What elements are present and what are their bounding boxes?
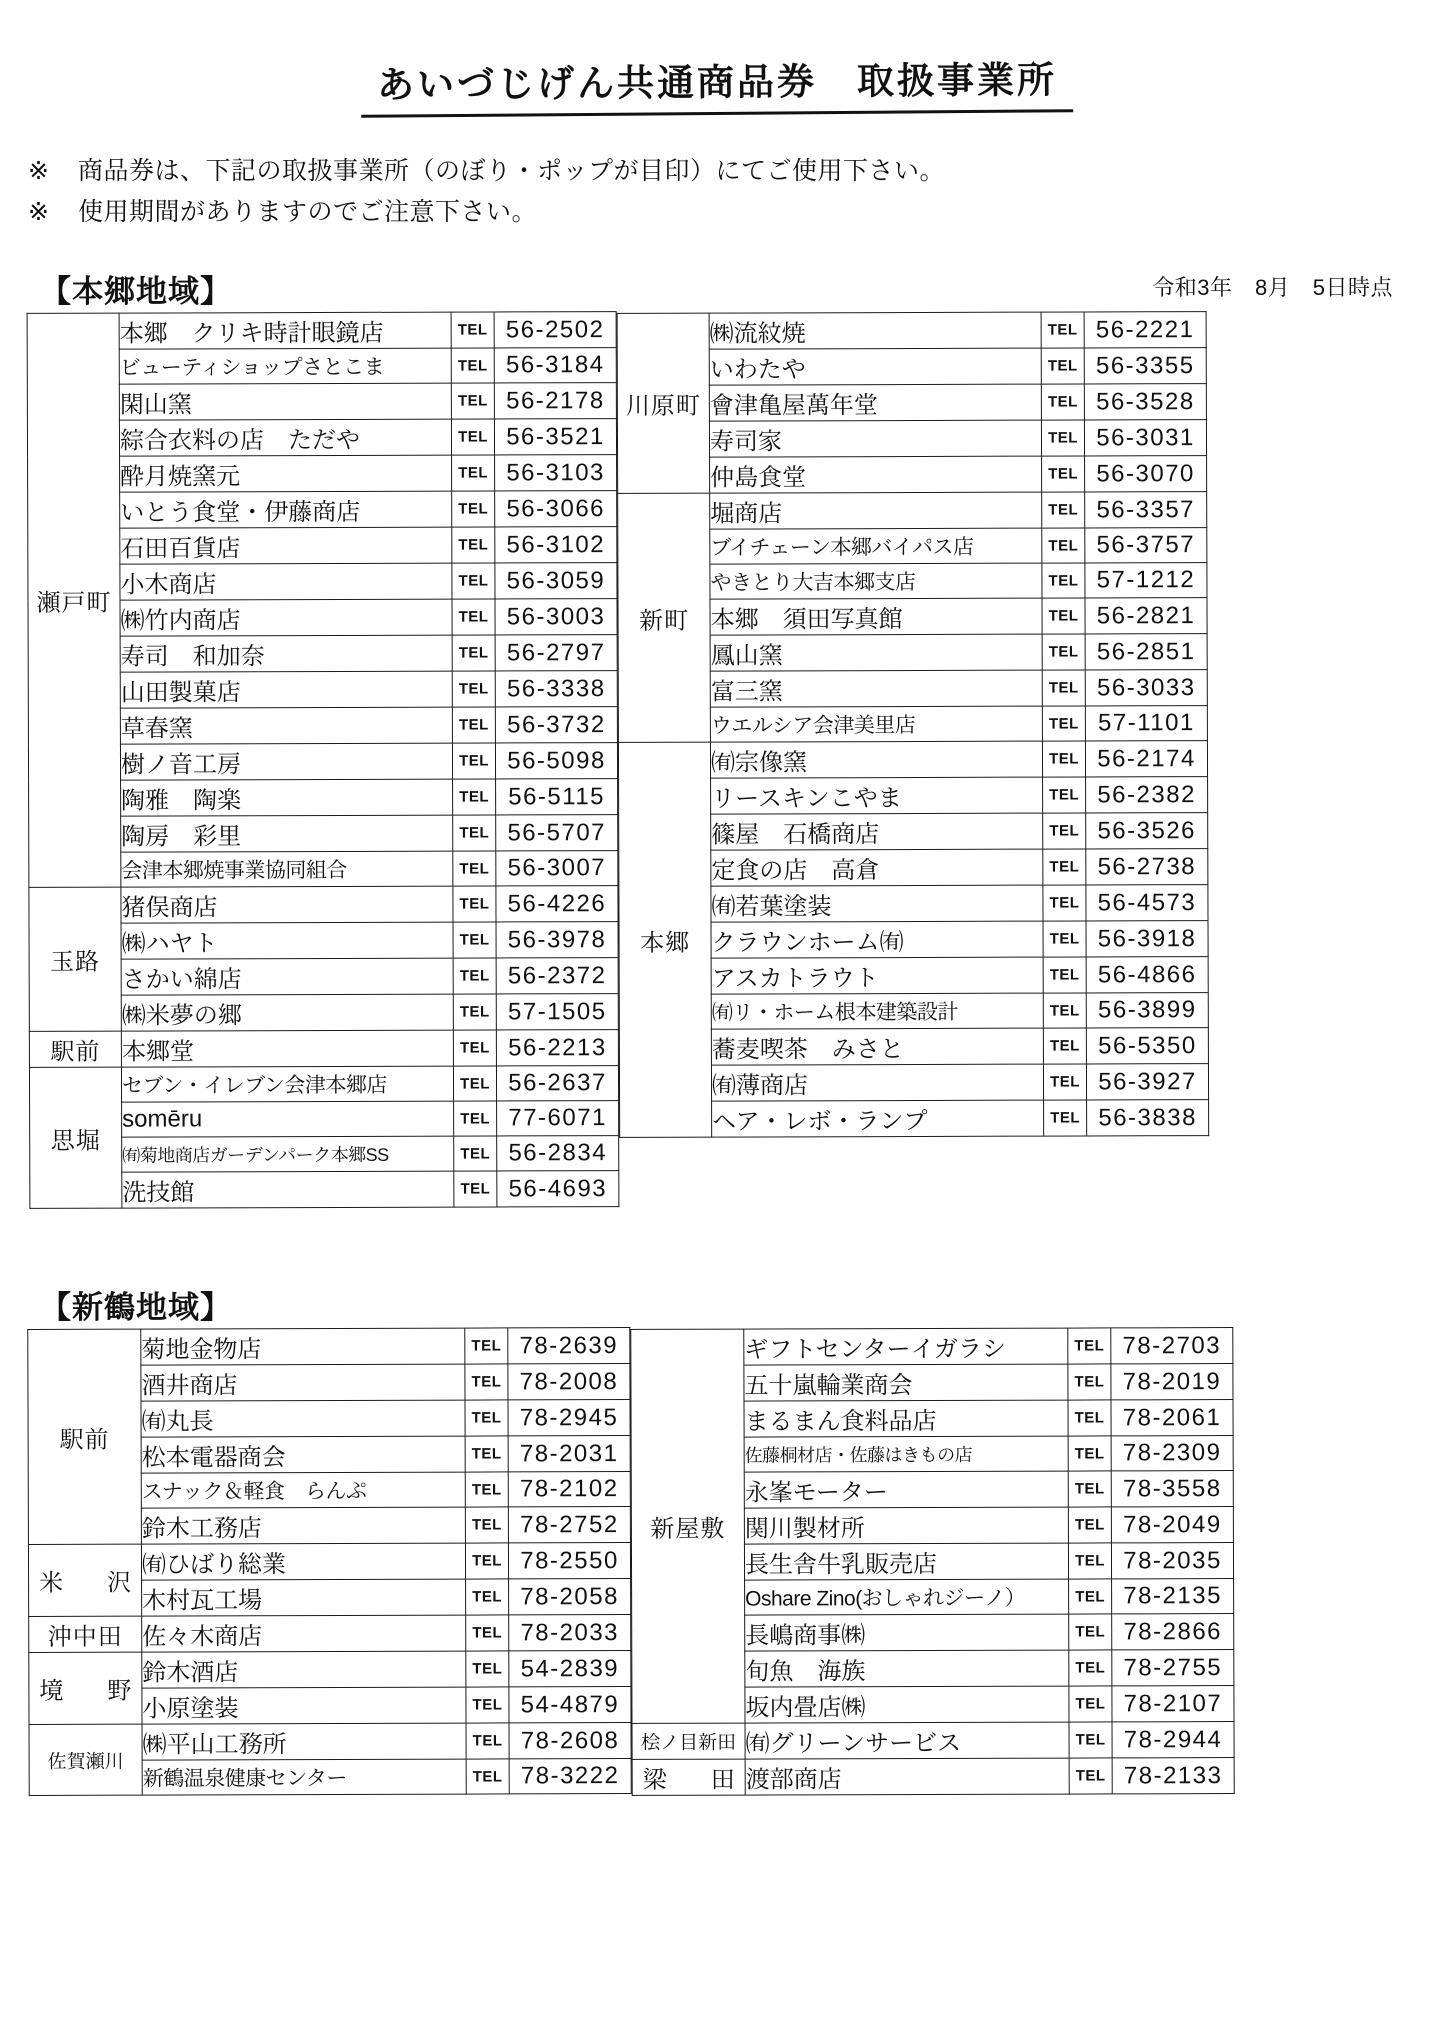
phone-number: 78-2058 [509,1579,631,1615]
table-row [29,1615,631,1653]
phone-number: 56-5115 [496,779,618,815]
phone-number: 56-2834 [497,1136,619,1171]
phone-number: 56-2821 [1085,598,1207,634]
phone-number: 56-3732 [495,707,617,743]
shop-name: ㈱平山工務所 [142,1723,466,1760]
table-row [28,1543,630,1581]
table-row [27,312,616,350]
tel-label: TEL [453,922,496,958]
phone-number: 56-3184 [494,348,616,383]
shop-name: 閑山窯 [119,383,451,420]
tel-label: TEL [451,348,494,383]
tel-label: TEL [451,312,494,348]
table-row [28,1328,630,1366]
tel-label: TEL [452,707,495,743]
phone-number: 78-2033 [509,1615,631,1651]
tel-label: TEL [1068,1364,1111,1400]
tel-label: TEL [452,743,495,779]
phone-number: 56-3528 [1084,384,1206,420]
title-block [0,0,1433,115]
section-header-hongo [0,266,1433,309]
shop-name: 樹ノ音工房 [120,743,452,780]
area-label: 沖中田 [29,1616,142,1652]
tel-label: TEL [452,527,495,563]
shop-name: 堀商店 [710,492,1042,529]
shop-name: ㈱流紋焼 [709,312,1041,349]
tel-label: TEL [465,1328,508,1364]
phone-number: 56-3031 [1084,420,1206,456]
tel-label: TEL [465,1472,508,1507]
phone-number: 56-2797 [495,635,617,671]
tel-label: TEL [1042,706,1085,741]
tel-label: TEL [1068,1328,1111,1364]
tel-label: TEL [452,455,495,491]
shop-name: 長嶋商事㈱ [745,1614,1069,1651]
table-row [618,492,1207,530]
shop-name: 石田百貨店 [120,527,452,564]
phone-number: 56-3357 [1085,492,1207,528]
shop-name: 洗技館 [122,1171,454,1208]
phone-number: 56-2851 [1085,634,1207,670]
shop-name: 酒井商店 [141,1364,465,1401]
tel-label: TEL [1043,885,1086,921]
shop-name: ビューティショップさとこま [119,348,451,384]
shop-name: 仲島食堂 [710,456,1042,493]
note-line [28,151,1433,192]
shop-name: 小原塗装 [142,1687,466,1724]
shop-name: 陶房 彩里 [121,815,453,852]
shop-name: 蕎麦喫茶 みさと [711,1028,1043,1065]
notes-block [0,151,1433,232]
phone-number: 56-3355 [1084,348,1206,384]
note-text: 使用期間がありますのでご注意下さい。 [78,197,538,226]
tel-label: TEL [1042,456,1085,492]
shop-name: ㈱竹内商店 [120,599,452,636]
tel-label: TEL [453,886,496,922]
shop-name: 鈴木酒店 [142,1651,466,1688]
phone-number: 78-2608 [509,1723,631,1759]
tel-label: TEL [452,671,495,707]
shop-name: 会津本郷焼事業協同組合 [121,851,453,887]
phone-number: 56-2372 [496,958,618,994]
area-label: 境 野 [29,1652,142,1724]
shop-name: 寿司 和加奈 [120,635,452,672]
tel-label: TEL [453,1066,496,1101]
phone-number: 56-2637 [496,1066,618,1101]
note-mark-icon: ※ [28,157,50,185]
shop-name: 鳳山窯 [710,634,1042,671]
shop-name: いとう食堂・伊藤商店 [120,491,452,528]
shop-name: 五十嵐輪業商会 [744,1364,1068,1401]
phone-number: 56-3927 [1086,1064,1208,1100]
note-text: 商品券は、下記の取扱事業所（のぼり・ポップが目印）にてご使用下さい。 [78,157,946,185]
tel-label: TEL [1069,1722,1112,1758]
tel-label: TEL [1069,1758,1112,1794]
shop-name: セブン・イレブン会津本郷店 [121,1066,453,1102]
phone-number: 56-3899 [1086,993,1208,1028]
tel-label: TEL [452,563,495,599]
tel-label: TEL [1069,1650,1112,1686]
directory-table [630,1327,1234,1796]
phone-number: 56-2178 [494,383,616,419]
shop-name: 木村瓦工場 [142,1579,466,1616]
phone-number: 78-2107 [1112,1686,1234,1722]
phone-number: 56-3757 [1085,528,1207,563]
tel-label: TEL [1043,813,1086,849]
phone-number: 57-1212 [1085,563,1207,598]
tel-label: TEL [466,1723,509,1759]
hongo-tables [0,312,1433,1208]
table-row [29,1066,618,1103]
phone-number: 56-3066 [495,491,617,527]
area-label: 駅前 [29,1031,121,1067]
phone-number: 56-3033 [1085,670,1207,706]
tel-label: TEL [1068,1507,1111,1543]
table-row [632,1758,1234,1796]
shop-name: さかい綿店 [121,958,453,995]
phone-number: 56-3521 [494,419,616,455]
tel-label: TEL [1043,1064,1086,1100]
phone-number: 56-2213 [496,1030,618,1066]
shop-name: ヘア・レボ・ランプ [712,1100,1044,1137]
phone-number: 56-4693 [497,1171,619,1207]
shop-name: ギフトセンターイガラシ [744,1328,1068,1365]
phone-number: 78-2550 [508,1543,630,1579]
shop-name: ㈲丸長 [141,1400,465,1437]
tel-label: TEL [1041,312,1084,348]
tel-label: TEL [1069,1614,1112,1650]
tel-label: TEL [465,1507,508,1543]
shop-name: 酔月焼窯元 [120,455,452,492]
phone-number: 56-3103 [495,455,617,491]
shop-name: 陶雅 陶楽 [121,779,453,816]
tel-label: TEL [1042,492,1085,528]
area-label: 思堀 [29,1067,121,1208]
shop-name: 篠屋 石橋商店 [711,813,1043,850]
tel-label: TEL [466,1579,509,1615]
tel-label: TEL [452,635,495,671]
phone-number: 78-2639 [508,1328,630,1364]
section-title: 【新鶴地域】 [40,1290,232,1325]
phone-number: 78-2135 [1112,1579,1234,1614]
note-line [28,192,1433,233]
area-label: 米 沢 [28,1544,141,1616]
shop-name: 本郷 須田写真館 [710,598,1042,635]
area-label: 佐賀瀬川 [29,1724,142,1795]
phone-number: 56-3838 [1087,1100,1209,1136]
tel-label: TEL [1043,1028,1086,1064]
phone-number: 78-2008 [508,1364,630,1400]
area-label: 瀬戸町 [27,313,121,887]
shop-name: 寿司家 [709,420,1041,457]
tel-label: TEL [465,1543,508,1579]
shop-name: 鈴木工務店 [141,1507,465,1544]
area-label: 本郷 [618,742,711,1137]
tel-label: TEL [454,1101,497,1136]
shop-name: somēru [122,1101,454,1137]
shop-name: リースキンこやま [711,777,1043,814]
shop-name: 菊地金物店 [141,1328,465,1365]
tel-label: TEL [1042,598,1085,634]
tel-label: TEL [1044,1100,1087,1136]
as-of-date: 令和3年 8月 5日時点 [1152,275,1393,300]
note-mark-icon: ※ [28,197,50,226]
phone-number: 56-4573 [1086,885,1208,921]
phone-number: 78-2049 [1111,1507,1233,1543]
table-row [617,312,1206,350]
shop-name: 坂内畳店㈱ [745,1686,1069,1723]
tel-label: TEL [1068,1471,1111,1507]
shop-name: 旬魚 海族 [745,1650,1069,1687]
tel-label: TEL [453,1030,496,1066]
shop-name: ㈲薄商店 [711,1064,1043,1101]
shop-name: 渡部商店 [745,1758,1069,1795]
shop-name: ㈲若葉塗装 [711,885,1043,922]
tel-label: TEL [1068,1400,1111,1436]
tel-label: TEL [1042,670,1085,706]
shop-name: 佐藤桐材店・佐藤はきもの店 [744,1436,1068,1472]
shop-name: 長生舎牛乳販売店 [744,1543,1068,1580]
tel-label: TEL [465,1400,508,1436]
page-title: あいづじげん共通商品券 取扱事業所 [360,49,1072,118]
shop-name: 富三窯 [710,670,1042,707]
section-title: 【本郷地域】 [40,274,232,309]
tel-label: TEL [1069,1579,1112,1614]
shop-name: ㈱ハヤト [121,922,453,959]
shop-name: 山田製菓店 [120,671,452,708]
phone-number: 56-5707 [496,815,618,851]
tel-label: TEL [466,1687,509,1723]
phone-number: 56-3338 [495,671,617,707]
shop-name: 定食の店 高倉 [711,849,1043,886]
phone-number: 56-5098 [495,743,617,779]
phone-number: 78-2944 [1112,1722,1234,1758]
tel-label: TEL [1042,563,1085,598]
shop-name: Oshare Zino(おしゃれジーノ） [745,1579,1069,1615]
niitsuru-table-left [27,1327,631,1796]
phone-number: 56-2502 [494,312,616,348]
tel-label: TEL [451,419,494,455]
shop-name: アスカトラウト [711,957,1043,994]
table-row [632,1722,1234,1760]
tel-label: TEL [1068,1543,1111,1579]
shop-name: ㈲宗像窯 [710,741,1042,778]
phone-number: 54-4879 [509,1687,631,1723]
phone-number: 78-3222 [509,1759,631,1794]
table-row [29,1651,631,1689]
tel-label: TEL [1043,957,1086,993]
phone-number: 56-3007 [496,851,618,886]
tel-label: TEL [466,1615,509,1651]
tel-label: TEL [1042,634,1085,670]
tel-label: TEL [466,1759,509,1794]
table-row [29,886,618,924]
phone-number: 56-4866 [1086,957,1208,993]
shop-name: 永峯モーター [744,1471,1068,1508]
phone-number: 78-2945 [508,1400,630,1436]
phone-number: 77-6071 [497,1101,619,1136]
phone-number: 78-2031 [508,1436,630,1472]
area-label: 桧ノ目新田 [632,1723,745,1759]
tel-label: TEL [452,599,495,635]
tel-label: TEL [452,491,495,527]
shop-name: やきとり大吉本郷支店 [710,563,1042,599]
area-label: 川原町 [617,313,710,493]
phone-number: 56-3070 [1085,456,1207,492]
table-row [29,1723,631,1761]
niitsuru-table-right [630,1327,1234,1796]
phone-number: 78-2133 [1112,1758,1234,1794]
phone-number: 78-2035 [1111,1543,1233,1579]
shop-name: ブイチェーン本郷バイパス店 [710,528,1042,564]
shop-name: 會津亀屋萬年堂 [709,384,1041,421]
phone-number: 56-5350 [1086,1028,1208,1064]
directory-table [27,311,620,1209]
shop-name: ㈲グリーンサービス [745,1722,1069,1759]
tel-label: TEL [1068,1436,1111,1471]
shop-name: 関川製材所 [744,1507,1068,1544]
tel-label: TEL [453,851,496,886]
shop-name: 松本電器商会 [141,1436,465,1473]
shop-name: ㈲ひばり総業 [141,1543,465,1580]
phone-number: 54-2839 [509,1651,631,1687]
phone-number: 78-3558 [1111,1471,1233,1507]
shop-name: 猪俣商店 [121,886,453,923]
tel-label: TEL [1043,849,1086,885]
phone-number: 57-1101 [1085,706,1207,741]
area-label: 新屋敷 [631,1329,745,1723]
shop-name: いわたや [709,348,1041,385]
shop-name: まるまん食料品店 [744,1400,1068,1437]
hongo-table-right [617,311,1210,1209]
phone-number: 56-3059 [495,563,617,599]
phone-number: 78-2752 [508,1507,630,1543]
phone-number: 56-3526 [1086,813,1208,849]
tel-label: TEL [453,815,496,851]
tel-label: TEL [451,383,494,419]
table-row [618,741,1207,779]
shop-name: 小木商店 [120,563,452,600]
tel-label: TEL [1043,777,1086,813]
shop-name: 本郷 クリキ時計眼鏡店 [119,312,451,349]
shop-name: ㈱米夢の郷 [121,994,453,1031]
phone-number: 78-2061 [1111,1400,1233,1436]
phone-number: 56-2174 [1085,741,1207,777]
phone-number: 56-2221 [1084,312,1206,348]
tel-label: TEL [466,1651,509,1687]
section-header-niitsuru [0,1282,1433,1325]
directory-table [617,311,1210,1138]
shop-name: ㈲リ・ホーム根本建築設計 [711,993,1043,1029]
table-row [631,1328,1233,1366]
tel-label: TEL [453,958,496,994]
shop-name: スナック＆軽食 らんぷ [141,1472,465,1508]
shop-name: クラウンホーム㈲ [711,921,1043,958]
phone-number: 78-2755 [1112,1650,1234,1686]
phone-number: 56-4226 [496,886,618,922]
phone-number: 78-2309 [1111,1436,1233,1471]
tel-label: TEL [465,1436,508,1472]
shop-name: ウエルシア会津美里店 [710,706,1042,742]
shop-name: ㈲菊地商店ガーデンパーク本郷SS [122,1136,454,1172]
area-label: 駅前 [28,1329,142,1544]
phone-number: 56-3918 [1086,921,1208,957]
phone-number: 56-2738 [1086,849,1208,885]
phone-number: 56-3978 [496,922,618,958]
phone-number: 56-3003 [495,599,617,635]
shop-name: 綜合衣料の店 ただや [119,419,451,456]
area-label: 新町 [618,493,711,742]
shop-name: 新鶴温泉健康センター [142,1759,466,1795]
phone-number: 78-2102 [508,1472,630,1507]
tel-label: TEL [1041,420,1084,456]
tel-label: TEL [454,1136,497,1171]
phone-number: 57-1505 [496,994,618,1030]
shop-name: 佐々木商店 [142,1615,466,1652]
tel-label: TEL [1043,921,1086,957]
tel-label: TEL [1041,348,1084,384]
tel-label: TEL [453,994,496,1030]
directory-table [27,1327,631,1796]
tel-label: TEL [1041,384,1084,420]
shop-name: 草春窯 [120,707,452,744]
phone-number: 78-2019 [1111,1364,1233,1400]
tel-label: TEL [1069,1686,1112,1722]
tel-label: TEL [1042,741,1085,777]
table-row [29,1030,618,1068]
area-label: 梁 田 [632,1759,745,1795]
tel-label: TEL [1043,993,1086,1028]
tel-label: TEL [465,1364,508,1400]
area-label: 玉路 [29,887,121,1031]
phone-number: 78-2866 [1112,1614,1234,1650]
phone-number: 78-2703 [1111,1328,1233,1364]
tel-label: TEL [453,779,496,815]
niitsuru-tables [0,1328,1433,1795]
hongo-table-left [27,311,620,1209]
phone-number: 56-3102 [495,527,617,563]
shop-name: 本郷堂 [121,1030,453,1067]
tel-label: TEL [1042,528,1085,563]
phone-number: 56-2382 [1086,777,1208,813]
tel-label: TEL [454,1171,497,1207]
